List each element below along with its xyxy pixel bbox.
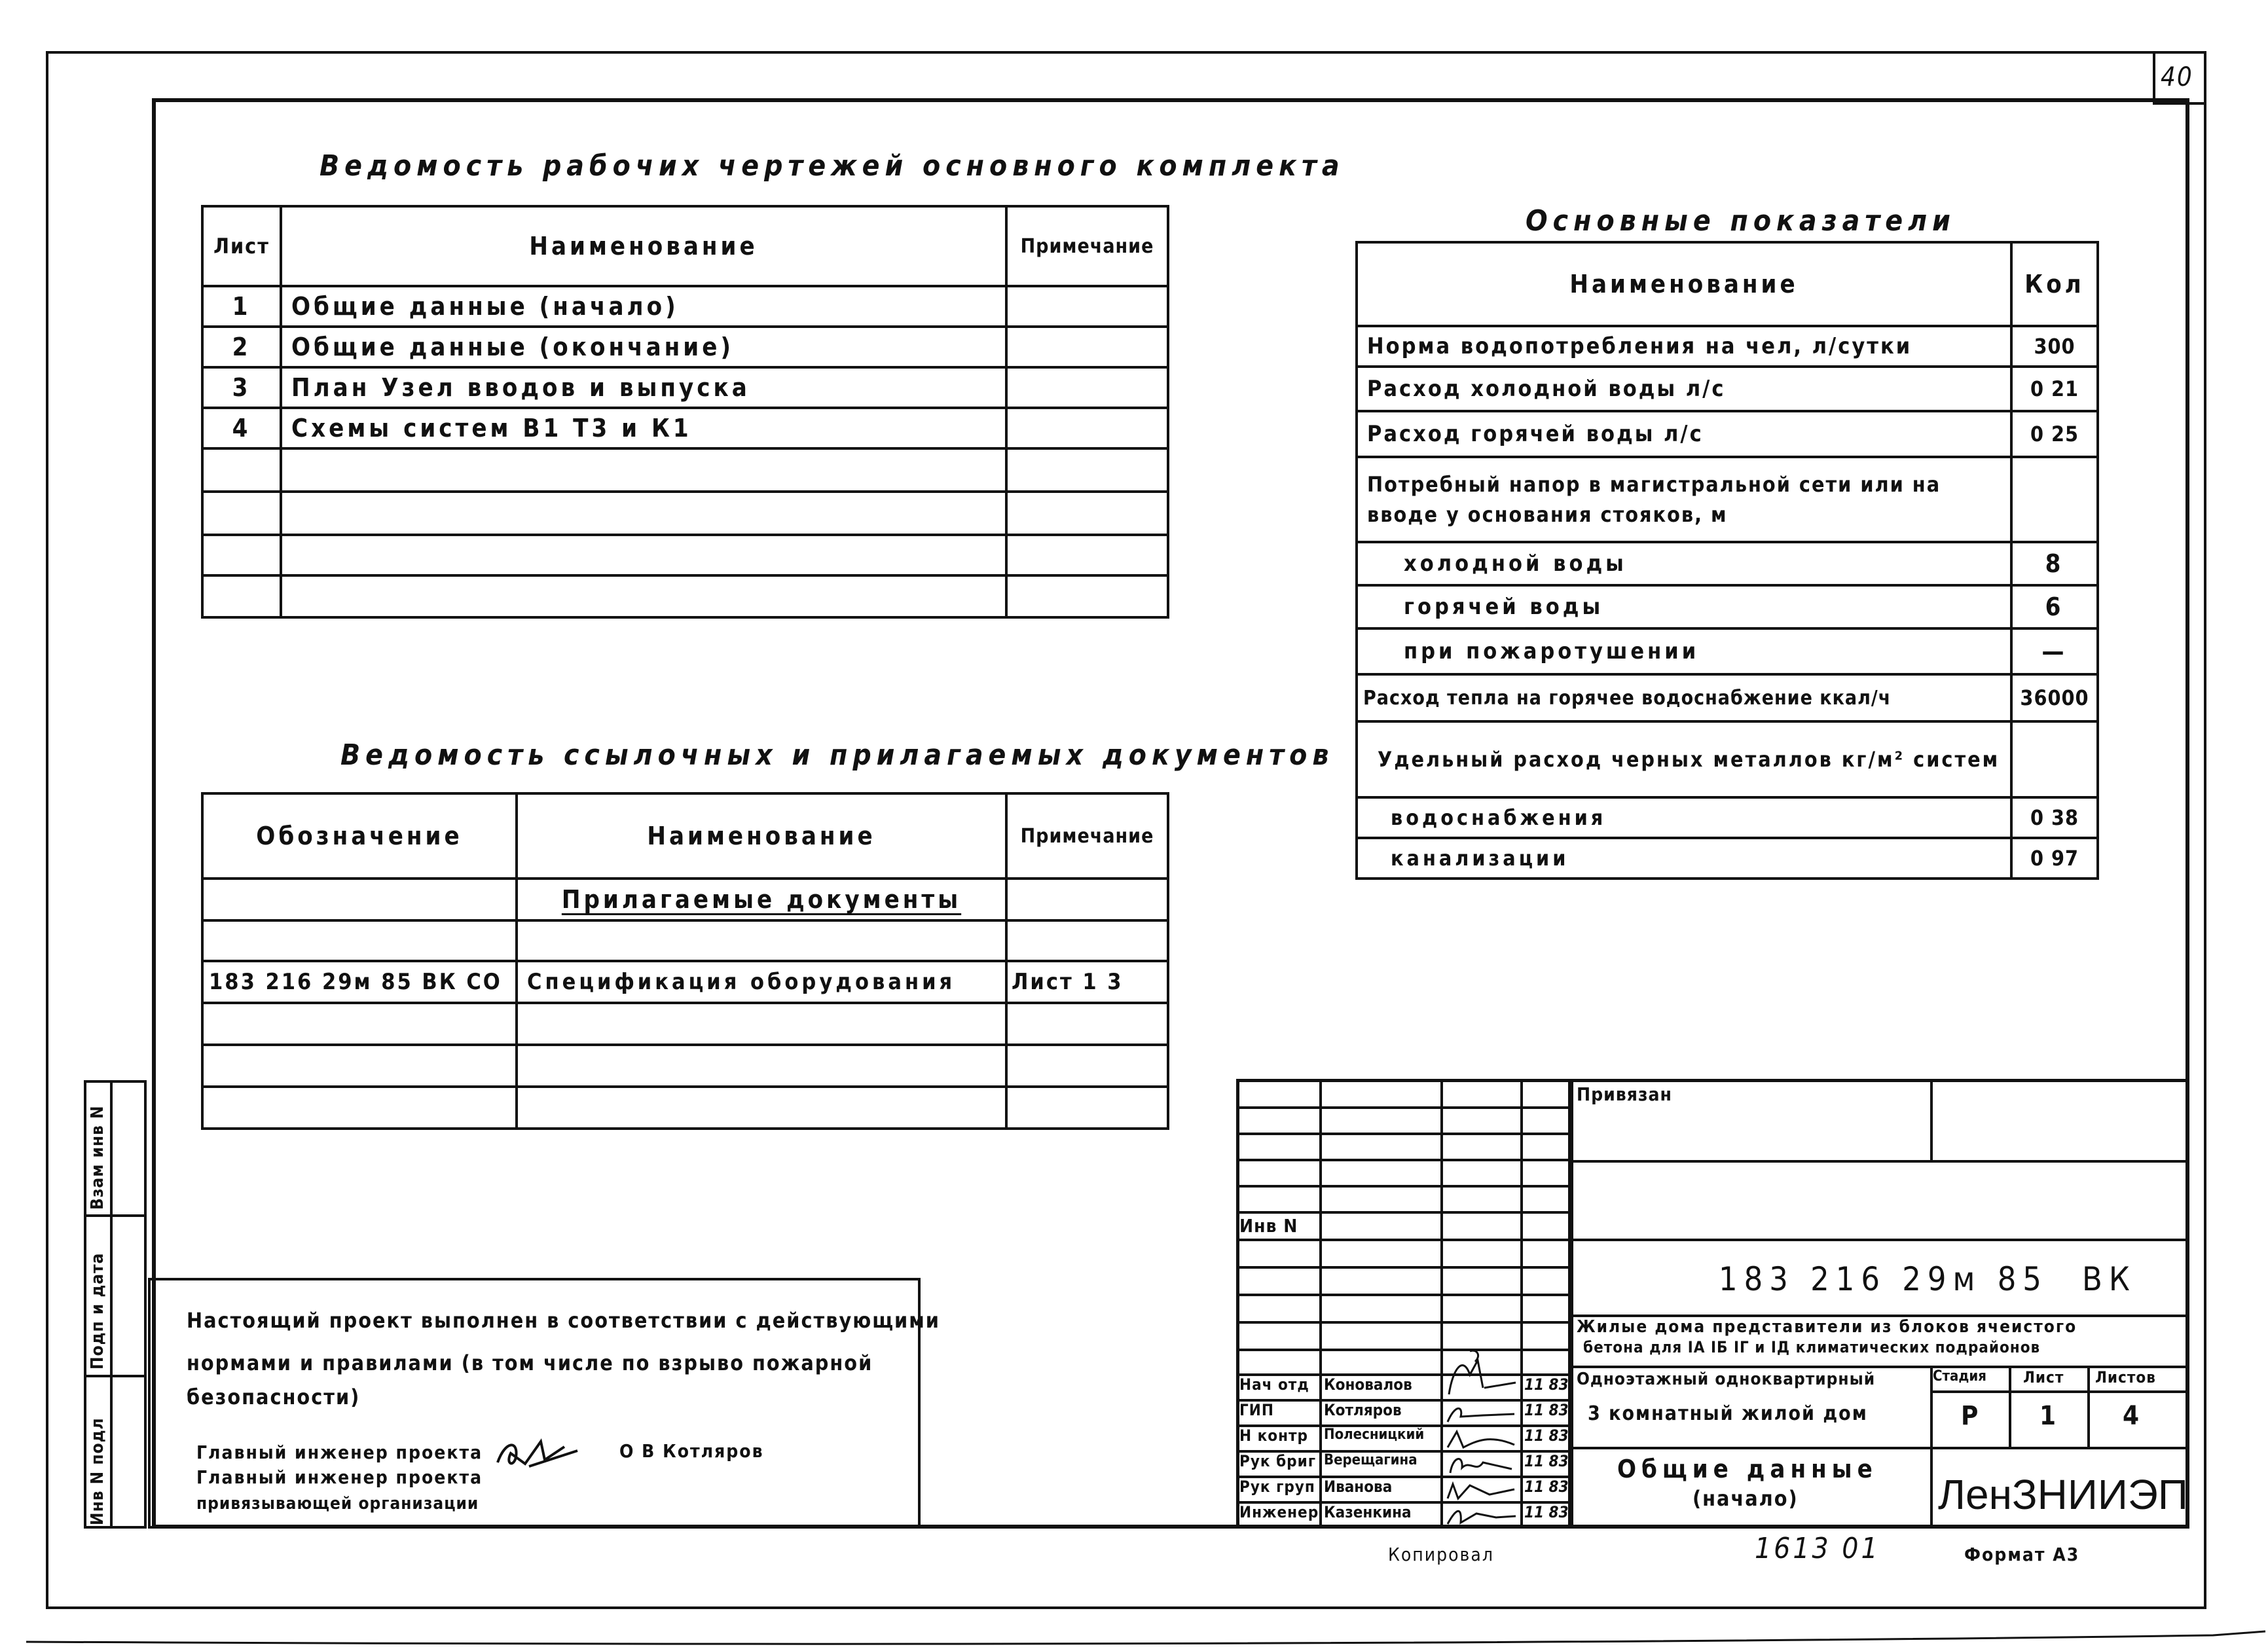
copied-label: Копировал [1388, 1544, 1494, 1565]
indicator-value: 0 25 [2011, 411, 2098, 457]
staff-date: 11 83 [1524, 1401, 1569, 1419]
indicator-name: Расход горячей воды л/с [1357, 411, 2011, 457]
side-stamp-divider [110, 1080, 113, 1529]
staff-signature [1444, 1504, 1519, 1531]
staff-role: ГИП [1239, 1401, 1274, 1419]
table-row [1357, 674, 2098, 721]
sheet-note [1006, 286, 1168, 327]
sheet-note [1006, 367, 1168, 408]
stage-value: Р [1961, 1401, 1983, 1431]
staff-date: 11 83 [1524, 1478, 1569, 1496]
staff-signature [1444, 1349, 1519, 1402]
indicator-name: при пожаротушении [1357, 628, 2011, 674]
inv-number-label: Инв N [1239, 1215, 1298, 1237]
sheet-list-header-sheet: Лист [202, 206, 281, 286]
staff-date: 11 83 [1524, 1503, 1569, 1521]
side-stamp-divider [84, 1214, 147, 1217]
grid-row [1236, 1159, 1571, 1161]
sheet-list-header-note: Примечание [1006, 206, 1168, 286]
tb-line [1930, 1079, 1933, 1161]
sheet-list-title: Ведомость рабочих чертежей основного комплекта [320, 149, 1345, 183]
indicator-value: 6 [2011, 585, 2098, 628]
object-line-1: Одноэтажный одноквартирный [1577, 1370, 1876, 1389]
sheet-list-header-name: Наименование [281, 206, 1006, 286]
chief-engineer-signature [492, 1434, 584, 1476]
sheet-value: 1 [2039, 1401, 2060, 1431]
table-row [202, 961, 1168, 1003]
sheet-title-line-1: Общие данные [1617, 1455, 1878, 1483]
table-row [1357, 326, 2098, 367]
table-row [1357, 457, 2098, 542]
table-row [202, 286, 1168, 327]
indicators-header-qty: Кол [2011, 242, 2098, 326]
staff-name: Котляров [1324, 1401, 1402, 1419]
privyazan-label: Привязан [1577, 1083, 1672, 1105]
tb-line [2087, 1366, 2090, 1448]
indicator-name: Расход холодной воды л/с [1357, 367, 2011, 411]
staff-name: Полесницкий [1324, 1426, 1425, 1443]
grid-row [1236, 1133, 1571, 1135]
drawing-code: 183 216 29м 85 [1719, 1260, 2048, 1298]
note-line-3: безопасности) [187, 1385, 361, 1409]
doc-note: Лист 1 3 [1006, 961, 1168, 1003]
staff-role: Рук груп [1239, 1478, 1315, 1496]
indicator-name: Потребный напор в магистральной сети или на вводе у основания стояков, м [1357, 457, 2011, 542]
binding-org-label: привязывающей организации [196, 1494, 479, 1514]
chief-engineer-name: О В Котляров [619, 1440, 764, 1462]
side-stamp-label-subpodl: Инв N подл [88, 1417, 107, 1525]
project-desc-line-2: бетона для IА IБ IГ и IД климатических подрайонов [1583, 1338, 2041, 1356]
table-row [1357, 585, 2098, 628]
sheet-note [1006, 327, 1168, 367]
grid-col [1520, 1079, 1523, 1529]
sheet-num: 4 [202, 408, 281, 448]
table-row [1357, 411, 2098, 457]
drawing-code-suffix: ВК [2082, 1260, 2136, 1298]
table-row [202, 327, 1168, 367]
doc-designation [202, 920, 517, 961]
staff-role: Инженер [1239, 1503, 1319, 1521]
doc-note [1006, 1045, 1168, 1087]
grid-row [1236, 1211, 1571, 1214]
table-row [202, 1087, 1168, 1129]
table-row [1357, 797, 2098, 838]
grid-row [1236, 1239, 1571, 1241]
doc-name [517, 1087, 1006, 1129]
indicator-value [2011, 721, 2098, 797]
grid-row [1236, 1349, 1571, 1351]
object-line-2: 3 комнатный жилой дом [1588, 1402, 1868, 1425]
indicator-value: 36000 [2011, 674, 2098, 721]
indicators-header-name: Наименование [1357, 242, 2011, 326]
staff-role: Нач отд [1239, 1375, 1309, 1394]
grid-col [1319, 1079, 1322, 1529]
staff-name: Иванова [1324, 1478, 1393, 1496]
staff-date: 11 83 [1524, 1375, 1569, 1394]
sheet-name: План Узел вводов и выпуска [281, 367, 1006, 408]
indicator-value: 300 [2011, 326, 2098, 367]
doc-designation [202, 1087, 517, 1129]
table-row [202, 575, 1168, 617]
grid-row [1236, 1321, 1571, 1324]
doc-designation: 183 216 29м 85 ВК СО [202, 961, 517, 1003]
doc-name: Спецификация оборудования [517, 961, 1006, 1003]
tb-line [2009, 1366, 2011, 1448]
format-label: Формат А3 [1964, 1544, 2080, 1565]
doc-designation [202, 1003, 517, 1045]
tb-line [1930, 1390, 2189, 1393]
grid-row [1236, 1185, 1571, 1188]
table-row [202, 408, 1168, 448]
indicator-name: Норма водопотребления на чел, л/сутки [1357, 326, 2011, 367]
chief-engineer-label: Главный инженер проекта [196, 1442, 483, 1463]
sheets-header: Листов [2095, 1368, 2156, 1387]
table-row [1357, 542, 2098, 585]
chief-engineer-binding-label: Главный инженер проекта [196, 1466, 483, 1488]
docs-header-designation: Обозначение [202, 793, 517, 879]
indicator-name: холодной воды [1357, 542, 2011, 585]
handwritten-number: 1613 01 [1755, 1532, 1880, 1565]
indicator-value: 0 21 [2011, 367, 2098, 411]
staff-signature [1444, 1402, 1519, 1428]
docs-header-name: Наименование [517, 793, 1006, 879]
table-row [202, 367, 1168, 408]
indicator-name: Расход тепла на горячее водоснабжение ккал/ч [1357, 674, 2011, 721]
staff-role: Рук бриг [1239, 1452, 1317, 1470]
indicators-title: Основные показатели [1526, 204, 1956, 238]
grid-row [1236, 1399, 1571, 1402]
doc-name [517, 920, 1006, 961]
docs-list-title: Ведомость ссылочных и прилагаемых документов [340, 738, 1334, 772]
sheet-num: 2 [202, 327, 281, 367]
docs-list-table [201, 792, 1169, 1130]
staff-name: Казенкина [1324, 1503, 1412, 1521]
grid-col [1440, 1079, 1443, 1529]
indicator-value [2011, 457, 2098, 542]
indicator-name: канализации [1357, 838, 2011, 879]
staff-date: 11 83 [1524, 1452, 1569, 1470]
table-row [202, 535, 1168, 575]
bottom-edge-stroke [0, 1629, 2268, 1651]
sheets-value: 4 [2123, 1401, 2144, 1431]
sheet-name: Схемы систем В1 Т3 и К1 [281, 408, 1006, 448]
sheet-name: Общие данные (начало) [281, 286, 1006, 327]
table-row [202, 1045, 1168, 1087]
staff-date: 11 83 [1524, 1426, 1569, 1445]
table-row [202, 879, 1168, 920]
page-number: 40 [2161, 62, 2193, 92]
staff-name: Верещагина [1324, 1452, 1418, 1468]
indicator-value: — [2011, 628, 2098, 674]
sheet-num: 1 [202, 286, 281, 327]
side-stamp-divider [84, 1375, 147, 1377]
tb-line [1570, 1239, 2189, 1241]
doc-designation [202, 1045, 517, 1087]
note-line-1: Настоящий проект выполнен в соответствии с действующими [187, 1308, 940, 1333]
side-stamp-label-sign-date: Подп и дата [88, 1252, 107, 1370]
doc-name [517, 1045, 1006, 1087]
sheet-list-table [201, 205, 1169, 619]
organization-logo-text: ЛенЗНИИЭП [1938, 1471, 2188, 1518]
sheet-header: Лист [2023, 1368, 2064, 1387]
sheet-num: 3 [202, 367, 281, 408]
tb-line [1570, 1160, 2189, 1163]
sheet-note [1006, 408, 1168, 448]
grid-row [1236, 1266, 1571, 1269]
doc-name [517, 1003, 1006, 1045]
doc-note [1006, 920, 1168, 961]
table-row [1357, 628, 2098, 674]
sheet-title-line-2: (начало) [1692, 1486, 1799, 1511]
grid-row [1236, 1294, 1571, 1296]
note-line-2: нормами и правилами (в том числе по взрыво пожарной [187, 1351, 873, 1375]
staff-signature [1444, 1453, 1519, 1479]
doc-note [1006, 1087, 1168, 1129]
staff-name: Коновалов [1324, 1375, 1412, 1394]
indicator-name: Удельный расход черных металлов кг/м² систем [1357, 721, 2011, 797]
staff-signature [1444, 1428, 1519, 1454]
side-stamp-label-replace: Взам инв N [88, 1105, 107, 1210]
docs-subheader: Прилагаемые документы [517, 879, 1006, 920]
table-row [1357, 838, 2098, 879]
tb-line [1570, 1447, 2189, 1449]
stage-header: Стадия [1933, 1368, 1986, 1385]
project-desc-line-1: Жилые дома представители из блоков ячеистого [1577, 1317, 2077, 1337]
staff-role: Н контр [1239, 1426, 1308, 1445]
table-row [202, 492, 1168, 535]
grid-row [1236, 1106, 1571, 1109]
table-row [1357, 367, 2098, 411]
table-row [202, 920, 1168, 961]
doc-note [1006, 1003, 1168, 1045]
sheet-name: Общие данные (окончание) [281, 327, 1006, 367]
indicator-name: горячей воды [1357, 585, 2011, 628]
table-row [202, 1003, 1168, 1045]
table-row [202, 448, 1168, 492]
staff-signature [1444, 1479, 1519, 1505]
indicator-value: 0 38 [2011, 797, 2098, 838]
indicator-value: 8 [2011, 542, 2098, 585]
indicators-table [1355, 241, 2099, 880]
indicator-name: водоснабжения [1357, 797, 2011, 838]
docs-header-note: Примечание [1006, 793, 1168, 879]
indicator-value: 0 97 [2011, 838, 2098, 879]
table-row [1357, 721, 2098, 797]
